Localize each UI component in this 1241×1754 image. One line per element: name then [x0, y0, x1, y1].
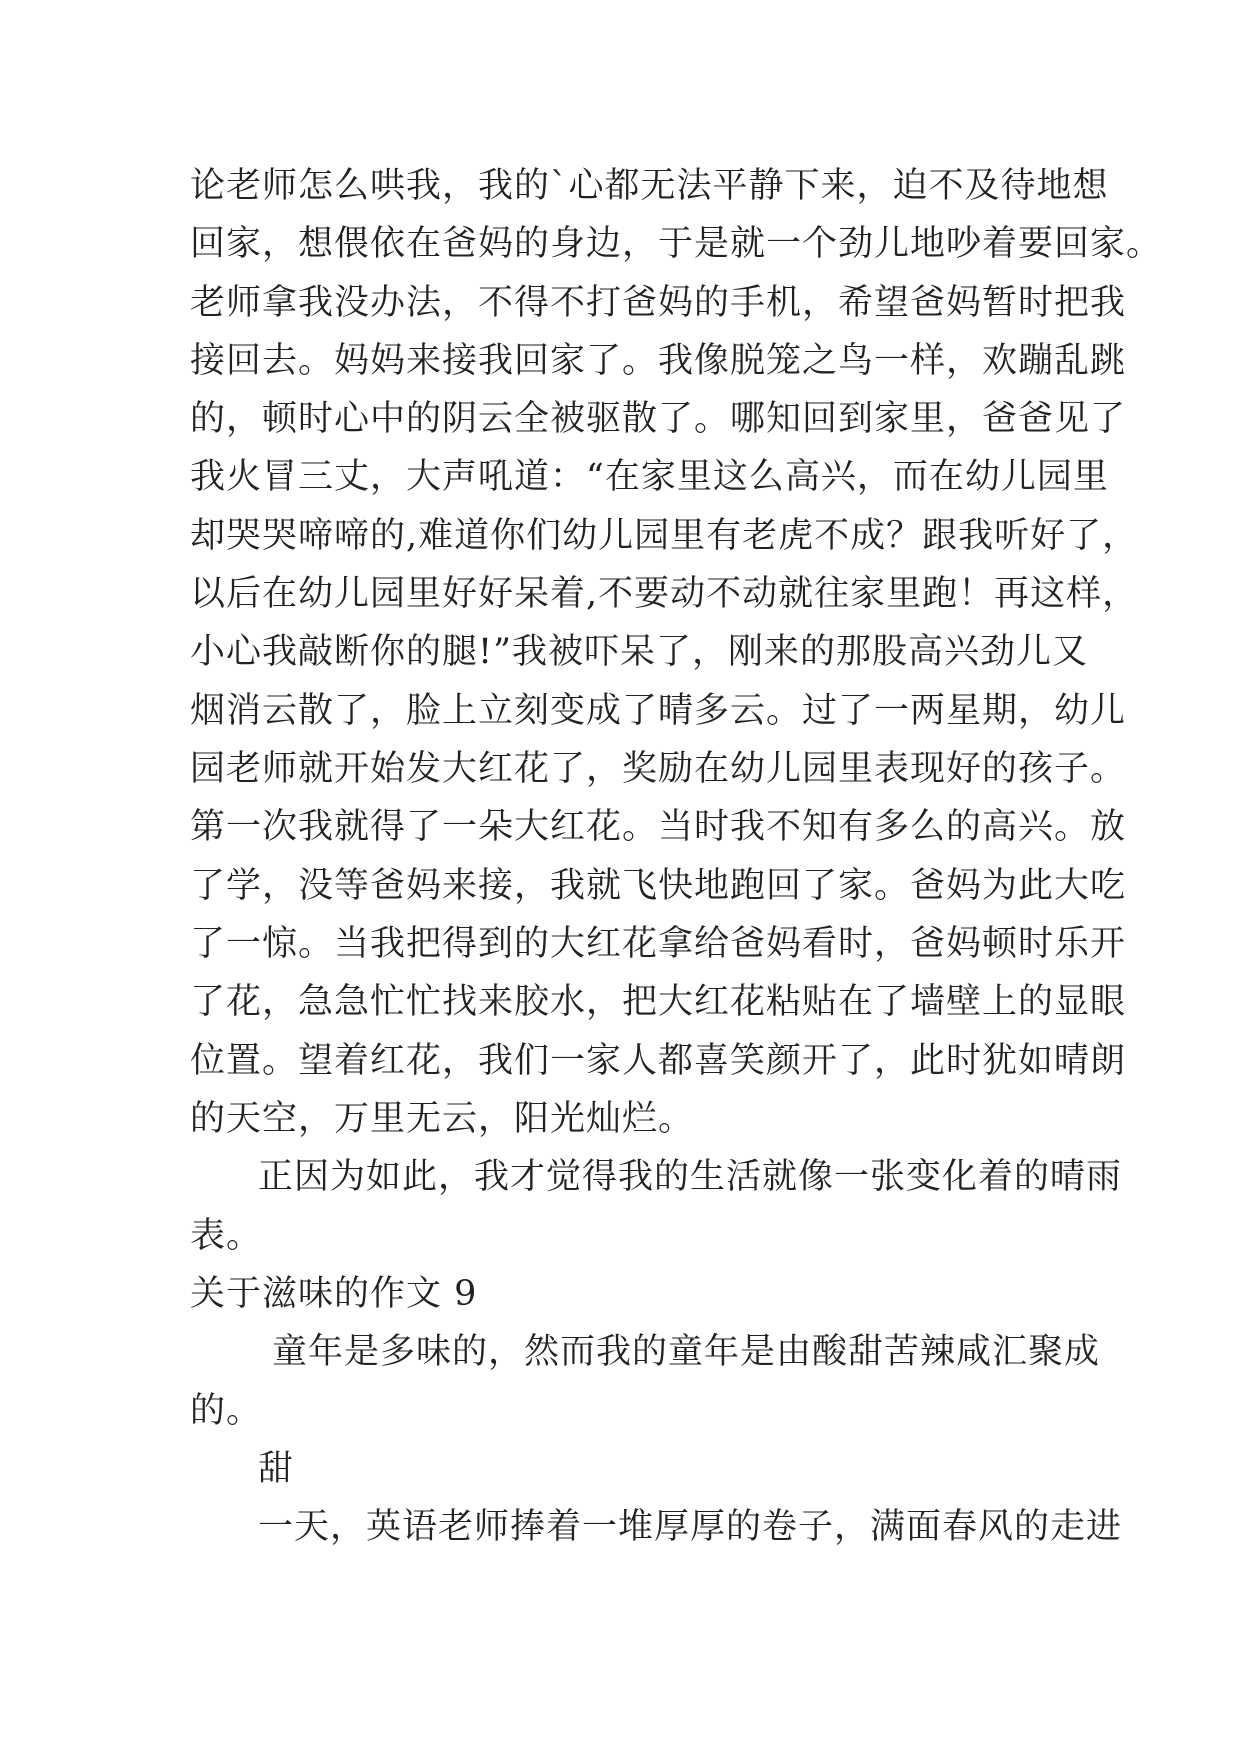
paragraph-line: 正因为如此，我才觉得我的生活就像一张变化着的晴雨 [258, 1157, 1123, 1197]
body-text-line: 了学，没等爸妈来接，我就飞快地跑回了家。爸妈为此大吃 [190, 866, 1127, 906]
body-text-line: 我火冒三丈，大声吼道：“在家里这么高兴，而在幼儿园里 [190, 457, 1109, 497]
body-text-line: 接回去。妈妈来接我回家了。我像脱笼之鸟一样，欢蹦乱跳 [190, 341, 1127, 381]
paragraph-line: 的。 [190, 1391, 263, 1431]
body-text-line: 了一惊。当我把得到的大红花拿给爸妈看时，爸妈顿时乐开 [190, 924, 1127, 964]
paragraph-line: 童年是多味的，然而我的童年是由酸甜苦辣咸汇聚成 [272, 1332, 1101, 1372]
paragraph-line: 表。 [190, 1216, 263, 1256]
body-text-line: 烟消云散了，脸上立刻变成了晴多云。过了一两星期，幼儿 [190, 691, 1127, 731]
body-text-line: 论老师怎么哄我，我的`心都无法平静下来，迫不及待地想 [190, 166, 1109, 206]
section-heading: 关于滋味的作文 9 [190, 1274, 478, 1314]
body-text-line: 老师拿我没办法，不得不打爸妈的手机，希望爸妈暂时把我 [190, 283, 1127, 323]
body-text-line: 了花，急急忙忙找来胶水，把大红花粘贴在了墙壁上的显眼 [190, 982, 1127, 1022]
body-text-line: 以后在幼儿园里好好呆着,不要动不动就往家里跑！再这样， [190, 574, 1139, 614]
body-text-line: 的天空，万里无云，阳光灿烂。 [190, 1099, 695, 1139]
paragraph-line: 一天，英语老师捧着一堆厚厚的卷子，满面春风的走进 [258, 1507, 1123, 1547]
body-text-line: 小心我敲断你的腿!”我被吓呆了，刚来的那股高兴劲儿又 [190, 632, 1088, 672]
body-text-line: 园老师就开始发大红花了，奖励在幼儿园里表现好的孩子。 [190, 749, 1127, 789]
body-text-line: 的，顿时心中的阴云全被驱散了。哪知回到家里，爸爸见了 [190, 399, 1127, 439]
body-text-line: 却哭哭啼啼的,难道你们幼儿园里有老虎不成？跟我听好了， [190, 516, 1139, 556]
body-text-line: 位置。望着红花，我们一家人都喜笑颜开了，此时犹如晴朗 [190, 1041, 1127, 1081]
subheading: 甜 [258, 1449, 295, 1489]
body-text-line: 第一次我就得了一朵大红花。当时我不知有多么的高兴。放 [190, 807, 1127, 847]
body-text-line: 回家，想偎依在爸妈的身边，于是就一个劲儿地吵着要回家。 [190, 224, 1163, 264]
